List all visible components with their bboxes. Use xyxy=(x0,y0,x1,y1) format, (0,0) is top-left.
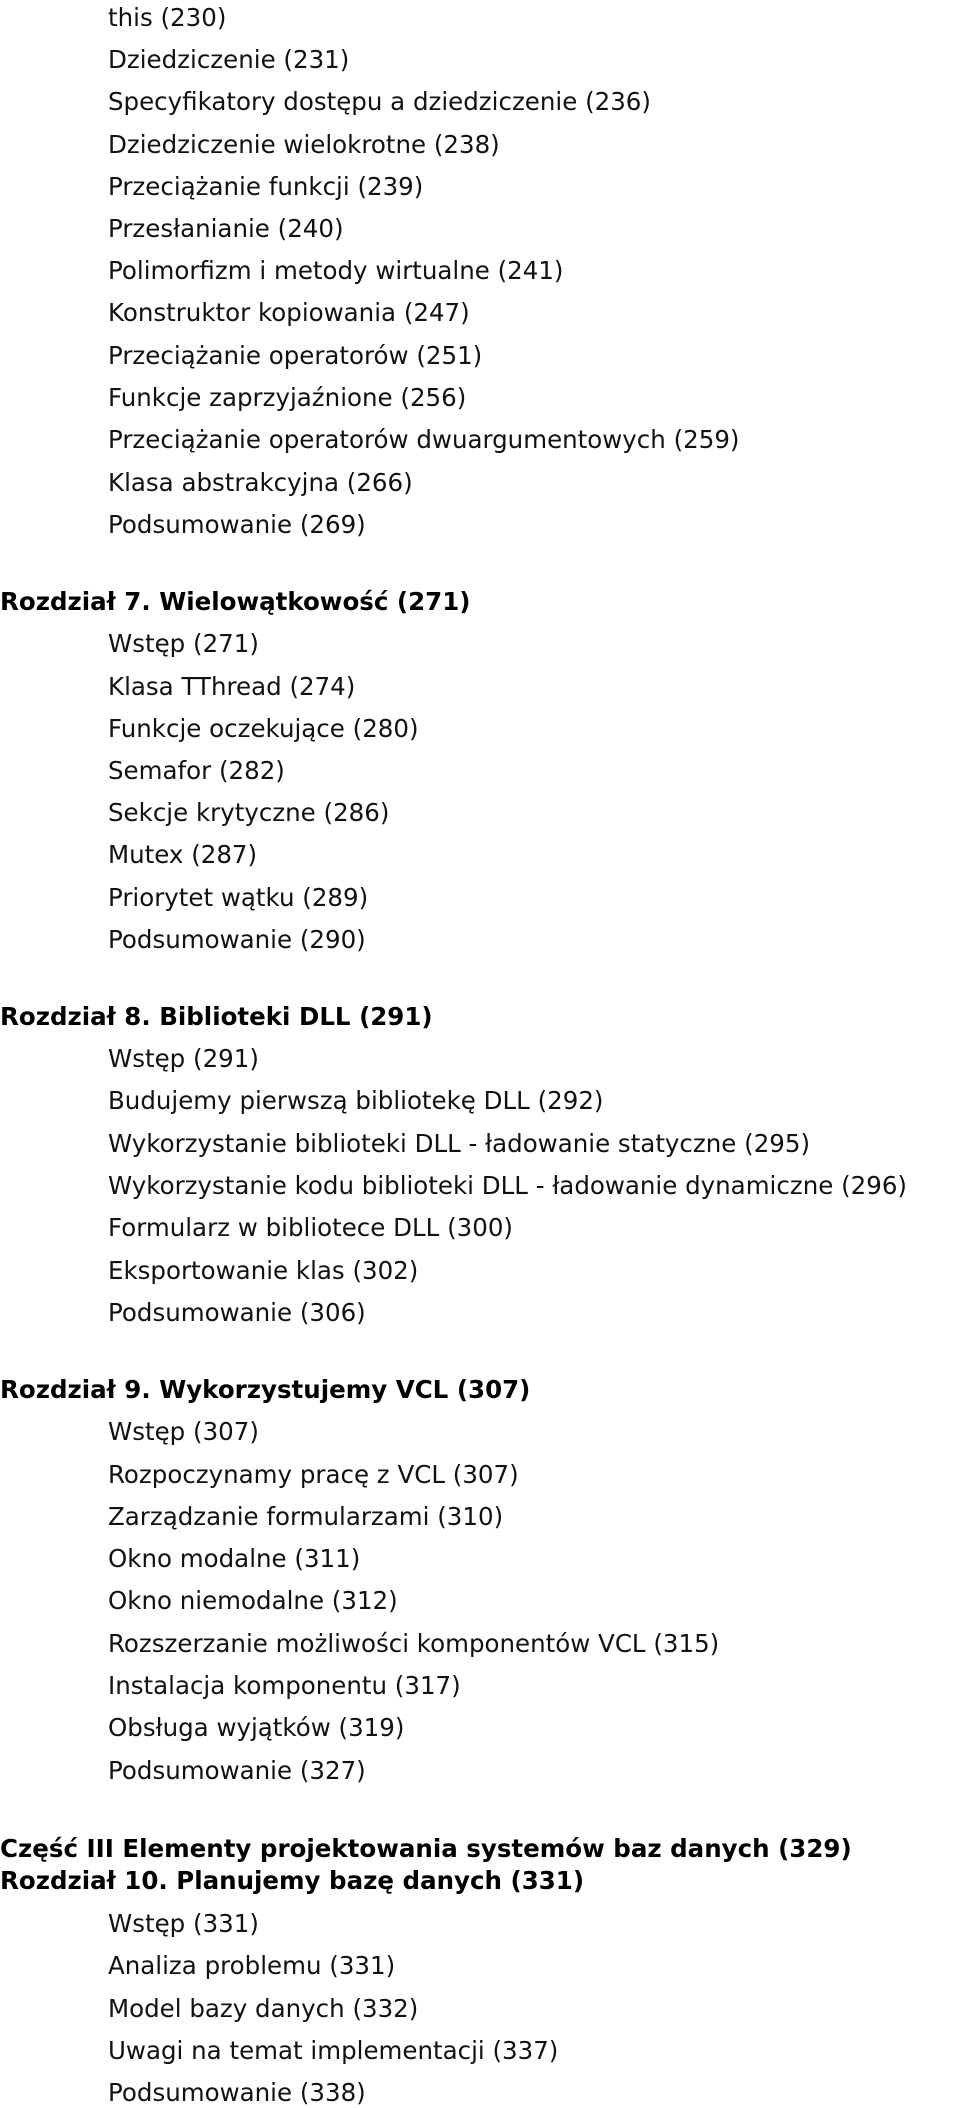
toc-entry: Sekcje krytyczne (286) xyxy=(108,798,390,827)
toc-entry: Priorytet wątku (289) xyxy=(108,883,369,912)
toc-entry: Przeciążanie funkcji (239) xyxy=(108,172,424,201)
toc-entry: Uwagi na temat implementacji (337) xyxy=(108,2036,559,2065)
toc-entry: Wykorzystanie kodu biblioteki DLL - ładowanie dynamiczne (296) xyxy=(108,1171,907,1200)
toc-entry: Instalacja komponentu (317) xyxy=(108,1671,461,1700)
toc-entry: Rozpoczynamy pracę z VCL (307) xyxy=(108,1460,519,1489)
toc-chapter-heading: Rozdział 10. Planujemy bazę danych (331) xyxy=(0,1866,585,1895)
toc-entry: Podsumowanie (338) xyxy=(108,2078,366,2107)
toc-entry: Podsumowanie (290) xyxy=(108,925,366,954)
toc-entry: Budujemy pierwszą bibliotekę DLL (292) xyxy=(108,1086,604,1115)
toc-entry: Okno niemodalne (312) xyxy=(108,1586,398,1615)
toc-entry: Wstęp (307) xyxy=(108,1417,259,1446)
toc-entry: Funkcje oczekujące (280) xyxy=(108,714,419,743)
toc-entry: Dziedziczenie wielokrotne (238) xyxy=(108,130,500,159)
toc-entry: Wykorzystanie biblioteki DLL - ładowanie statyczne (295) xyxy=(108,1129,811,1158)
toc-entry: Analiza problemu (331) xyxy=(108,1951,396,1980)
toc-entry: Wstęp (271) xyxy=(108,629,259,658)
toc-entry: Model bazy danych (332) xyxy=(108,1994,419,2023)
toc-entry: Formularz w bibliotece DLL (300) xyxy=(108,1213,513,1242)
toc-entry: Rozszerzanie możliwości komponentów VCL (315) xyxy=(108,1629,720,1658)
toc-entry: Polimorfizm i metody wirtualne (241) xyxy=(108,256,564,285)
toc-entry: Klasa TThread (274) xyxy=(108,672,356,701)
toc-entry: Przeciążanie operatorów (251) xyxy=(108,341,483,370)
toc-entry: Podsumowanie (269) xyxy=(108,510,366,539)
toc-chapter-heading: Część III Elementy projektowania systemów baz danych (329) xyxy=(0,1834,852,1863)
toc-entry: Podsumowanie (327) xyxy=(108,1756,366,1785)
toc-entry: Mutex (287) xyxy=(108,840,258,869)
toc-entry: Przesłanianie (240) xyxy=(108,214,344,243)
toc-entry: Wstęp (331) xyxy=(108,1909,259,1938)
toc-entry: Specyfikatory dostępu a dziedziczenie (236) xyxy=(108,87,651,116)
toc-entry: Semafor (282) xyxy=(108,756,285,785)
toc-entry: Zarządzanie formularzami (310) xyxy=(108,1502,504,1531)
toc-chapter-heading: Rozdział 8. Biblioteki DLL (291) xyxy=(0,1002,433,1031)
toc-entry: this (230) xyxy=(108,3,227,32)
toc-entry: Eksportowanie klas (302) xyxy=(108,1256,419,1285)
toc-entry: Funkcje zaprzyjaźnione (256) xyxy=(108,383,467,412)
toc-entry: Przeciążanie operatorów dwuargumentowych (259) xyxy=(108,425,740,454)
toc-entry: Okno modalne (311) xyxy=(108,1544,361,1573)
toc-entry: Dziedziczenie (231) xyxy=(108,45,350,74)
toc-entry: Wstęp (291) xyxy=(108,1044,259,1073)
toc-entry: Podsumowanie (306) xyxy=(108,1298,366,1327)
toc-chapter-heading: Rozdział 7. Wielowątkowość (271) xyxy=(0,587,471,616)
toc-entry: Klasa abstrakcyjna (266) xyxy=(108,468,413,497)
toc-entry: Obsługa wyjątków (319) xyxy=(108,1713,405,1742)
toc-entry: Konstruktor kopiowania (247) xyxy=(108,298,470,327)
toc-chapter-heading: Rozdział 9. Wykorzystujemy VCL (307) xyxy=(0,1375,531,1404)
